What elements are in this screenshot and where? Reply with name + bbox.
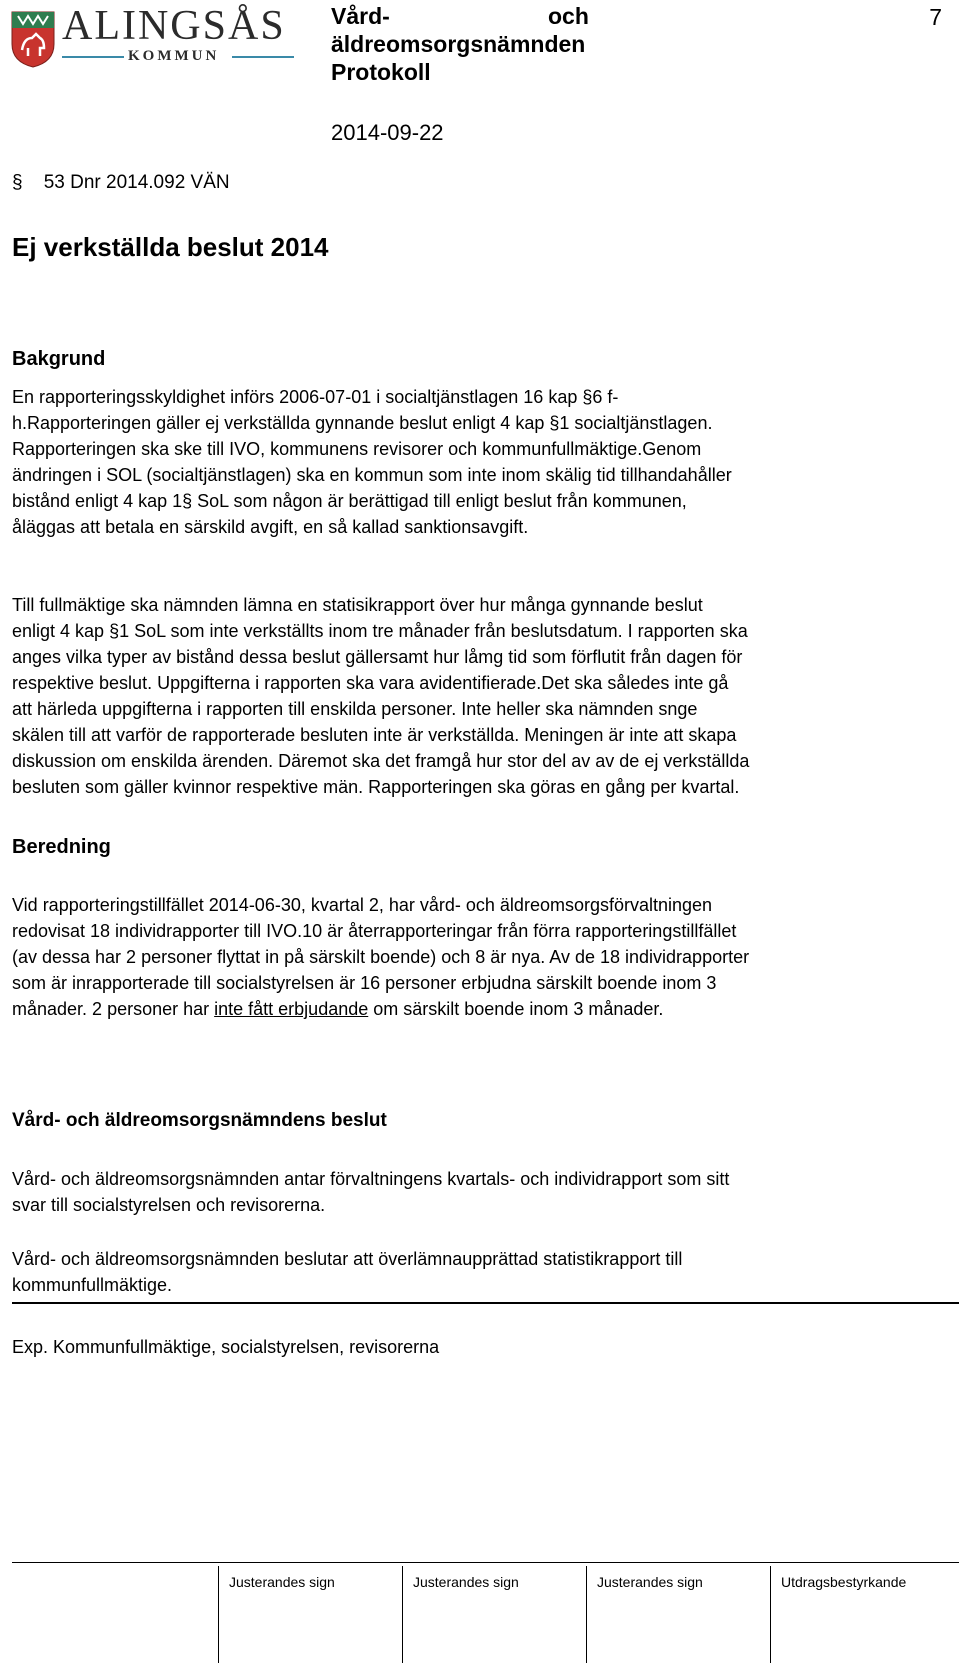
- text-line: Vid rapporteringstillfället 2014-06-30, kvartal 2, har vård- och äldreomsorgsförvaltningen: [12, 895, 713, 915]
- page-number: 7: [929, 4, 942, 30]
- committee-word1: Vård-: [331, 3, 390, 29]
- committee-name: äldreomsorgsnämnden: [331, 31, 586, 57]
- text-line: respektive beslut. Uppgifterna i rapporten ska vara avidentifierade.Det ska således inte gå: [12, 673, 729, 693]
- text-line: h.Rapporteringen gäller ej verkställda gynnande beslut enligt 4 kap §1 socialtjänstlagen.: [12, 413, 713, 433]
- underlined-text: inte fått erbjudande: [214, 999, 369, 1019]
- beslut-paragraph-1: [12, 1166, 947, 1218]
- text-line: Vård- och äldreomsorgsnämnden beslutar att överlämnaupprättad statistikrapport till: [12, 1249, 683, 1269]
- section-heading-bakgrund: Bakgrund: [12, 348, 106, 370]
- municipality-logo: [10, 3, 290, 70]
- text-line: bistånd enligt 4 kap 1§ SoL som någon är berättigad till enligt beslut från kommunen,: [12, 491, 687, 511]
- text-line: skälen till att varför de rapporterade besluten inte är verkställda. Meningen är inte att skapa: [12, 725, 737, 745]
- text-line: som är inrapporterade till socialstyrelsen är 16 personer erbjudna särskilt boende inom 3: [12, 973, 717, 993]
- logo-divider: [62, 56, 124, 58]
- text-line: svar till socialstyrelsen och revisorerna.: [12, 1195, 326, 1215]
- text-line: åläggas att betala en särskild avgift, en så kallad sanktionsavgift.: [12, 517, 529, 537]
- certification-cell: Utdragsbestyrkande: [770, 1566, 959, 1663]
- bakgrund-paragraph-1: [12, 384, 947, 540]
- section-heading-beslut: Vård- och äldreomsorgsnämndens beslut: [12, 1110, 387, 1131]
- logo-divider: [232, 56, 294, 58]
- committee-word2: och: [548, 3, 589, 29]
- text-line: besluten som gäller kvinnor respektive män. Rapporteringen ska göras en gång per kvartal.: [12, 777, 740, 797]
- case-reference: 53 Dnr 2014.092 VÄN: [43, 172, 230, 193]
- meeting-date: 2014-09-22: [331, 120, 444, 145]
- section-divider: [12, 1302, 959, 1304]
- signature-cell: Justerandes sign: [218, 1566, 402, 1663]
- case-title: Ej verkställda beslut 2014: [12, 232, 329, 262]
- text-fragment: månader. 2 personer har: [12, 999, 215, 1019]
- text-line: En rapporteringsskyldighet införs 2006-07-01 i socialtjänstlagen 16 kap §6 f-: [12, 387, 619, 407]
- text-line: diskussion om enskilda ärenden. Däremot ska det framgå hur stor del av av de ej verkställda: [12, 751, 750, 771]
- section-heading-beredning: Beredning: [12, 836, 111, 858]
- signature-cell: Justerandes sign: [586, 1566, 770, 1663]
- case-reference-line: [12, 172, 230, 194]
- text-line: Rapporteringen ska ske till IVO, kommunens revisorer och kommunfullmäktige.Genom: [12, 439, 702, 459]
- text-line: kommunfullmäktige.: [12, 1275, 173, 1295]
- footer-divider: [12, 1562, 959, 1563]
- text-line: Vård- och äldreomsorgsnämnden antar förvaltningens kvartals- och individrapport som sitt: [12, 1169, 730, 1189]
- signature-cell: Justerandes sign: [402, 1566, 586, 1663]
- logo-subtitle: KOMMUN: [128, 48, 220, 64]
- beredning-paragraph: [12, 892, 947, 1022]
- text-line: ändringen i SOL (socialtjänstlagen) ska en kommun som inte inom skälig tid tillhandahåller: [12, 465, 732, 485]
- text-fragment: om särskilt boende inom 3 månader.: [368, 999, 664, 1019]
- coat-of-arms-icon: [10, 10, 56, 68]
- logo-wordmark: ALINGSÅS: [62, 3, 286, 49]
- text-line: anges vilka typer av bistånd dessa beslut gällersamt hur låmg tid som förflutit från dagen för: [12, 647, 743, 667]
- expedition-line: Exp. Kommunfullmäktige, socialstyrelsen, revisorerna: [12, 1337, 440, 1357]
- text-line: [12, 996, 947, 1022]
- text-line: Till fullmäktige ska nämnden lämna en statisikrapport över hur många gynnande beslut: [12, 595, 703, 615]
- paragraph-symbol: §: [12, 172, 23, 193]
- bakgrund-paragraph-2: [12, 592, 947, 800]
- text-line: (av dessa har 2 personer flyttat in på särskilt boende) och 8 är nya. Av de 18 individrapporter: [12, 947, 750, 967]
- beslut-paragraph-2: [12, 1246, 947, 1298]
- document-type: Protokoll: [331, 59, 431, 85]
- text-line: att härleda uppgifterna i rapporten till enskilda personer. Inte heller ska nämnden snge: [12, 699, 698, 719]
- text-line: redovisat 18 individrapporter till IVO.10 är återrapporteringar från förra rapporteringstillfället: [12, 921, 737, 941]
- text-line: enligt 4 kap §1 SoL som inte verkställts inom tre månader från beslutsdatum. I rapporten ska: [12, 621, 748, 641]
